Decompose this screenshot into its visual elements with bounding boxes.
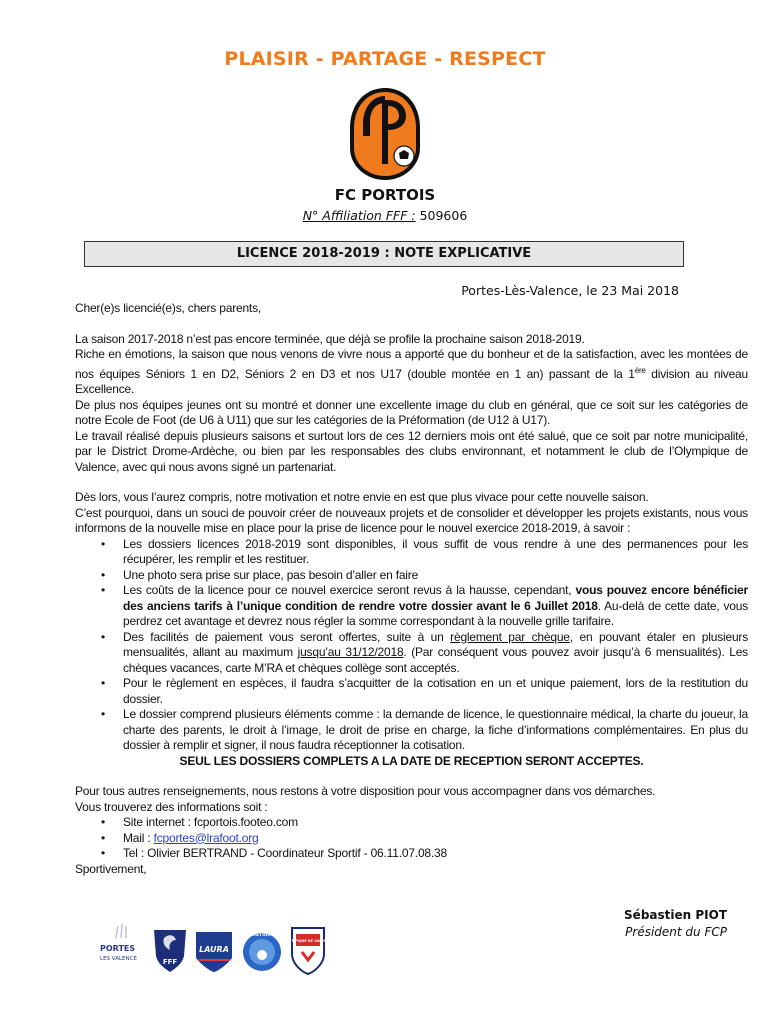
affiliation-line xyxy=(0,208,770,223)
paragraph: De plus nos équipes jeunes ont su montré et donner une excellente image du club en général, que ce soit sur les catégories de notre Ecole de Foot (de U6 à U11) que sur les catégories de la Préformation (de U12 à U17). xyxy=(75,397,748,427)
list-item: • Les coûts de la licence pour ce nouvel exercice seront revus à la hausse, cependant, vous pouvez encore bénéficier des anciens tarifs à l’unique condition de rendre votre dossier avant le 6 Juillet 2018. Au-delà de cette date, vous perdrez cet avantage et devrez nous régler la somme correspondant à la nouvelle grille tarifaire. xyxy=(75,583,748,630)
paragraph: Riche en émotions, la saison que nous venons de vivre nous a apporté que du bonheur et de la satisfaction, avec les montées de nos équipes Séniors 1 en D2, Séniors 2 en D3 et nos U17 (double montée en 1 an) passant de la 1ère division au niveau Excellence. xyxy=(75,347,749,396)
district-logo xyxy=(243,932,281,971)
contact-phone: • Tel : Olivier BERTRAND - Coordinateur Sportif - 06.11.07.08.38 xyxy=(75,846,748,862)
paragraph: C’est pourquoi, dans un souci de pouvoir créer de nouveaux projets et de consolider et développer les projets existants, nous vous informons de la nouvelle mise en place pour la prise de licence pour le nouvel exercice 2018-2019, à savoir : xyxy=(75,505,748,535)
email-link[interactable]: fcportes@lrafoot.org xyxy=(153,830,259,845)
svg-text:LAURA: LAURA xyxy=(199,945,229,954)
paragraph: Vous trouverez des informations soit : xyxy=(75,799,268,814)
paragraph: Dès lors, vous l’aurez compris, notre motivation et notre envie en est que plus vivace pour cette nouvelle saison. xyxy=(75,490,649,504)
svg-text:DISTRICT: DISTRICT xyxy=(250,933,274,938)
important-notice: SEUL LES DOSSIERS COMPLETS A LA DATE DE RECEPTION SERONT ACCEPTES. xyxy=(179,753,644,768)
salutation: Cher(e)s licencié(e)s, chers parents, xyxy=(75,301,262,315)
laura-logo xyxy=(196,932,232,972)
svg-text:OLYMPIQUE DE VALENCE: OLYMPIQUE DE VALENCE xyxy=(284,939,332,943)
fff-logo xyxy=(154,930,186,972)
contact-website: • Site internet : fcportois.footeo.com xyxy=(75,815,748,831)
affiliation-number: 509606 xyxy=(419,208,468,223)
date-line: Portes-Lès-Valence, le 23 Mai 2018 xyxy=(461,283,679,298)
contact-mail: • Mail : fcportes@lrafoot.org xyxy=(75,831,748,847)
paragraph: Pour tous autres renseignements, nous restons à votre disposition pour vous accompagner dans vos démarches. xyxy=(75,784,656,798)
portes-les-valence-logo xyxy=(100,924,137,962)
svg-text:LES VALENCE: LES VALENCE xyxy=(100,956,137,962)
partner-logos xyxy=(96,920,336,980)
signatory-name: Sébastien PIOT xyxy=(624,908,727,922)
paragraph: La saison 2017-2018 n’est pas encore terminée, que déjà se profile la prochaine saison 2018-2019. xyxy=(75,331,585,346)
club-name: FC PORTOIS xyxy=(334,186,436,204)
list-item: • Pour le règlement en espèces, il faudra s’acquitter de la cotisation en un et unique paiement, lors de la restitution du dossier. xyxy=(75,676,748,707)
list-item: • Le dossier comprend plusieurs éléments comme : la demande de licence, le questionnaire médical, la charte du joueur, la charte des parents, le droit à l’image, le droit de prise en charge, la fiche d’informations complémentaires. En plus du dossier à remplir et signer, il nous faudra réceptionner la cotisation. xyxy=(75,707,748,754)
svg-text:PORTES: PORTES xyxy=(100,944,136,953)
svg-text:FFF: FFF xyxy=(162,958,178,966)
signatory-role: Président du FCP xyxy=(625,925,727,939)
list-item: • Les dossiers licences 2018-2019 sont disponibles, il vous suffit de vous rendre à une des permanences pour les récupérer, les remplir et les restituer. xyxy=(75,537,748,568)
letter-body xyxy=(75,301,748,877)
paragraph: Le travail réalisé depuis plusieurs saisons et surtout lors de ces 12 derniers mois ont été salué, que ce soit par notre municipalité, par le District Drome-Ardèche, ou bien par les responsables des clubs environnant, et notamment le club de l’Olympique de Valence, avec qui nous avons signé un partenariat. xyxy=(75,428,748,474)
olympique-valence-logo xyxy=(285,928,332,974)
signature-block xyxy=(624,907,727,941)
list-item: • Une photo sera prise sur place, pas besoin d’aller en faire xyxy=(75,568,748,584)
document-title: LICENCE 2018-2019 : NOTE EXPLICATIVE xyxy=(84,241,684,267)
closing: Sportivement, xyxy=(75,861,147,876)
list-item: • Des facilités de paiement vous seront offertes, suite à un règlement par chèque, en pouvant étaler en plusieurs mensualités, allant au maximum jusqu’au 31/12/2018. (Par conséquent vous pouvez avoir jusqu’à 6 mensualités). Les chèques vacances, carte M’RA et chèques collège sont acceptés. xyxy=(75,630,748,677)
affiliation-label: N° Affiliation FFF : xyxy=(302,208,416,223)
club-motto: PLAISIR - PARTAGE - RESPECT xyxy=(224,48,546,70)
club-crest-logo xyxy=(348,86,422,182)
